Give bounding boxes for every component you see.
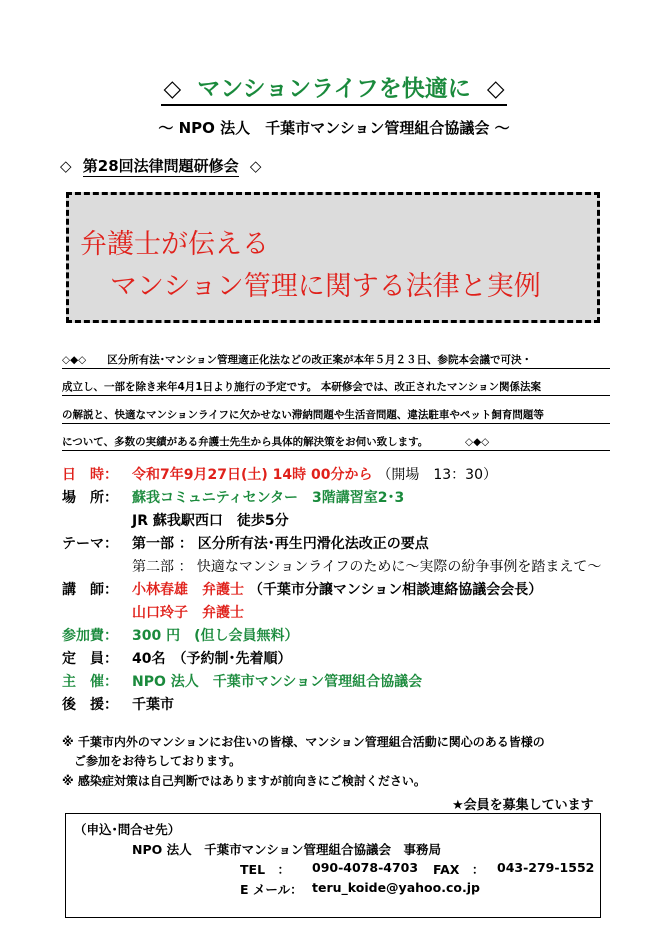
lecturer-row (62, 580, 542, 600)
member-recruit (452, 794, 594, 813)
note-1-line-2: ご参加をお待ちしております。 (62, 754, 242, 768)
intro-line-4: について、多数の実績がある弁護士先生から具体的解決策をお伺い致します。 ◇◆◇ (62, 434, 610, 451)
capacity-label: 定 員： (62, 651, 118, 667)
theme-row (62, 534, 429, 554)
banner-line-2: マンション管理に関する法律と実例 (110, 271, 541, 302)
date-value: 令和7年9月27日(土) 14時 00分から (132, 467, 373, 483)
date-row (62, 465, 497, 485)
opening-time: （開場 13：30） (377, 467, 497, 483)
support-row (62, 695, 174, 715)
contact-email-label: E メール： (240, 882, 303, 897)
host-value: NPO 法人 千葉市マンション管理組合協議会 (132, 674, 423, 690)
contact-fax-label: FAX ： (433, 862, 485, 877)
theme-part-1: 第一部 ： 区分所有法･再生円滑化法改正の要点 (132, 536, 429, 552)
host-row (62, 672, 422, 692)
contact-tel[interactable]: 090-4078-4703 (312, 860, 419, 875)
capacity-value: 40名 （予約制･先着順） (132, 651, 292, 667)
support-label: 後 援： (62, 697, 118, 713)
contact-heading: （申込･問合せ先） (74, 822, 181, 837)
place-row (62, 488, 404, 508)
banner-line-1: 弁護士が伝える (80, 229, 269, 260)
contact-email[interactable]: teru_koide@yahoo.co.jp (312, 880, 480, 895)
fee-row (62, 626, 299, 646)
contact-tel-label: TEL ： (240, 862, 291, 877)
recruit-text: ★会員を募集しています (452, 798, 594, 813)
intro-line-2: 成立し、一部を除き来年4月1日より施行の予定です。 本研修会では、改正されたマンション関係法案 (62, 379, 610, 396)
theme-part-2: 第二部 ： 快適なマンションライフのために～実際の紛争事例を踏まえて～ (132, 559, 602, 575)
contact-fax: 043-279-1552 (497, 860, 595, 875)
host-label: 主 催： (62, 674, 118, 690)
place-label: 場 所： (62, 490, 118, 506)
fee-value: 300 円 (但し会員無料） (132, 628, 299, 644)
lecturer-name-2: 山口玲子 弁護士 (132, 605, 244, 621)
diamond-icon: ◇ (486, 76, 505, 102)
seminar-name: 第28回法律問題研修会 (82, 157, 239, 175)
organizer-line: ～ NPO 法人 千葉市マンション管理組合協議会 ～ (158, 119, 510, 137)
fee-label: 参加費： (62, 628, 118, 644)
note-2: ※ 感染症対策は自己判断ではありますが前向きにご検討ください。 (62, 774, 426, 788)
note-1-line-1: ※ 千葉市内外のマンションにお住いの皆様、マンション管理組合活動に関心のある皆様の (62, 735, 545, 749)
support-value: 千葉市 (132, 697, 174, 713)
intro-line-3: の解説と、快適なマンションライフに欠かせない滞納問題や生活音問題、違法駐車やペット飼育問題等 (62, 407, 610, 424)
lecturer-name-1: 小林春雄 弁護士 (132, 582, 244, 598)
date-label: 日 時： (62, 467, 118, 483)
title-text: マンションライフを快適に (197, 76, 471, 102)
theme-label: テーマ： (62, 536, 118, 552)
contact-org: NPO 法人 千葉市マンション管理組合協議会 事務局 (132, 842, 442, 857)
lecturer-label: 講 師： (62, 582, 118, 598)
diamond-icon: ◇ (163, 76, 182, 102)
place-access: JR 蘇我駅西口 徒歩5分 (132, 513, 289, 529)
seminar-heading (60, 155, 267, 176)
diamond-icon: ◇ (249, 157, 262, 175)
diamond-icon: ◇ (60, 157, 72, 175)
lecturer-affiliation: （千葉市分譲マンション相談連絡協議会会長） (248, 582, 543, 598)
capacity-row (62, 649, 291, 669)
page-title (0, 70, 668, 106)
place-value: 蘇我コミュニティセンター 3階講習室2･3 (132, 490, 405, 506)
intro-line-1: ◇◆◇ 区分所有法･マンション管理適正化法などの改正案が本年５月２３日、参院本会議で可決・ (62, 352, 610, 369)
